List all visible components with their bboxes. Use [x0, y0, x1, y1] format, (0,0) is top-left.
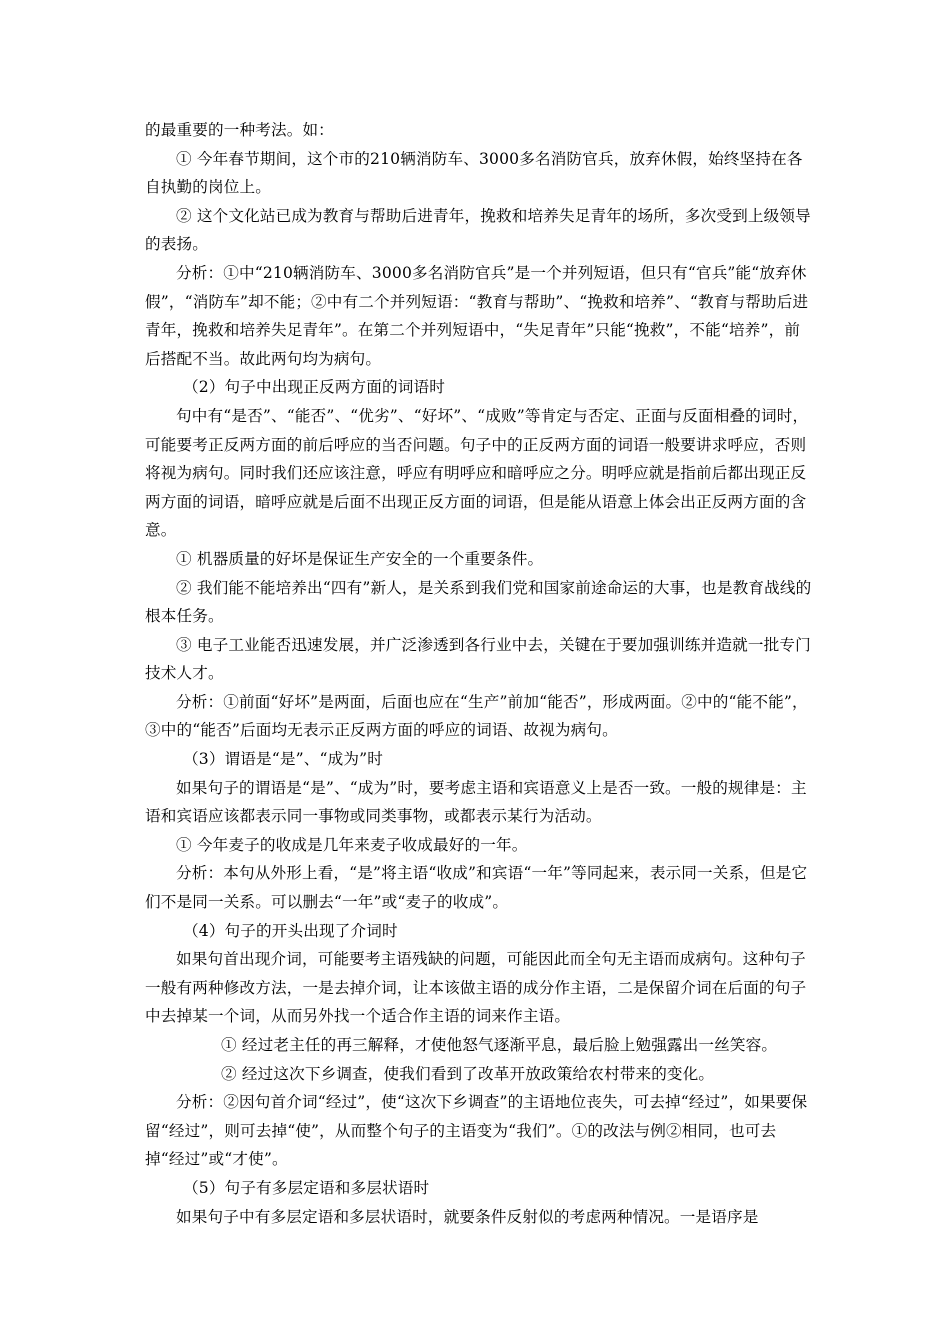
section-heading-5: （5）句子有多层定语和多层状语时 — [183, 1178, 430, 1197]
analysis-paragraph: 分析：①中“210辆消防车、3000多名消防官兵”是一个并列短语，但只有“官兵”能“放弃休假”，“消防车”却不能；②中有二个并列短语：“教育与帮助”、“挽救和培养”、“教育与帮助后进青年，挽救和培养失足青年”。在第二个并列短语中，“失足青年”只能“挽救”，不能“培养”，前后搭配不当。故此两句均为病句。 — [145, 263, 809, 368]
example-sentence-1: ① 今年春节期间，这个市的210辆消防车、3000多名消防官兵，放弃休假，始终坚持在各自执勤的岗位上。 — [145, 149, 803, 197]
example-sentence-1: ① 今年麦子的收成是几年来麦子收成最好的一年。 — [176, 835, 528, 854]
section-heading-3: （3）谓语是“是”、“成为”时 — [183, 750, 383, 769]
example-sentence-2: ② 这个文化站已成为教育与帮助后进青年，挽救和培养失足青年的场所，多次受到上级领导的表扬。 — [145, 206, 811, 254]
example-sentence-2: ② 经过这次下乡调查，使我们看到了改革开放政策给农村带来的变化。 — [221, 1064, 715, 1083]
example-sentence-3: ③ 电子工业能否迅速发展，并广泛渗透到各行业中去，关键在于要加强训练并造就一批专门技术人才。 — [145, 635, 811, 683]
analysis-paragraph: 分析：②因句首介词“经过”，使“这次下乡调查”的主语地位丧失，可去掉“经过”，如果要保留“经过”，则可去掉“使”，从而整个句子的主语变为“我们”。①的改法与例②相同，也可去掉“经过”或“才使”。 — [145, 1093, 808, 1169]
section-heading-4: （4）句子的开头出现了介词时 — [183, 921, 398, 940]
body-paragraph: 如果句首出现介词，可能要考主语残缺的问题，可能因此而全句无主语而成病句。这种句子一般有两种修改方法，一是去掉介词，让本该做主语的成分作主语，二是保留介词在后面的句子中去掉某一个词，从而另外找一个适合作主语的词来作主语。 — [145, 950, 807, 1026]
body-paragraph: 如果句子的谓语是“是”、“成为”时，要考虑主语和宾语意义上是否一致。一般的规律是：主语和宾语应该都表示同一事物或同类事物，或都表示某行为活动。 — [145, 778, 807, 826]
document-body — [145, 116, 815, 1231]
analysis-paragraph: 分析：本句从外形上看，“是”将主语“收成”和宾语“一年”等同起来，表示同一关系，但是它们不是同一关系。可以删去“一年”或“麦子的收成”。 — [145, 864, 808, 912]
body-paragraph: 如果句子中有多层定语和多层状语时，就要条件反射似的考虑两种情况。一是语序是 — [176, 1207, 759, 1226]
paragraph-continuation: 的最重要的一种考法。如： — [145, 121, 334, 139]
example-sentence-1: ① 机器质量的好坏是保证生产安全的一个重要条件。 — [176, 549, 544, 568]
example-sentence-1: ① 经过老主任的再三解释，才使他怒气逐渐平息，最后脸上勉强露出一丝笑容。 — [221, 1036, 778, 1054]
example-sentence-2: ② 我们能不能培养出“四有”新人，是关系到我们党和国家前途命运的大事，也是教育战线的根本任务。 — [145, 578, 812, 626]
section-heading-2: （2）句子中出现正反两方面的词语时 — [183, 378, 445, 397]
body-paragraph: 句中有“是否”、“能否”、“优劣”、“好坏”、“成败”等肯定与否定、正面与反面相叠的词时，可能要考正反两方面的前后呼应的当否问题。句子中的正反两方面的词语一般要讲求呼应，否则将视为病句。同时我们还应该注意，呼应有明呼应和暗呼应之分。明呼应就是指前后都出现正反两方面的词语，暗呼应就是后面不出现正反方面的词语，但是能从语意上体会出正反两方面的含意。 — [145, 406, 809, 540]
analysis-paragraph: 分析：①前面“好坏”是两面，后面也应在“生产”前加“能否”，形成两面。②中的“能不能”，③中的“能否”后面均无表示正反两方面的呼应的词语、故视为病句。 — [145, 692, 808, 740]
